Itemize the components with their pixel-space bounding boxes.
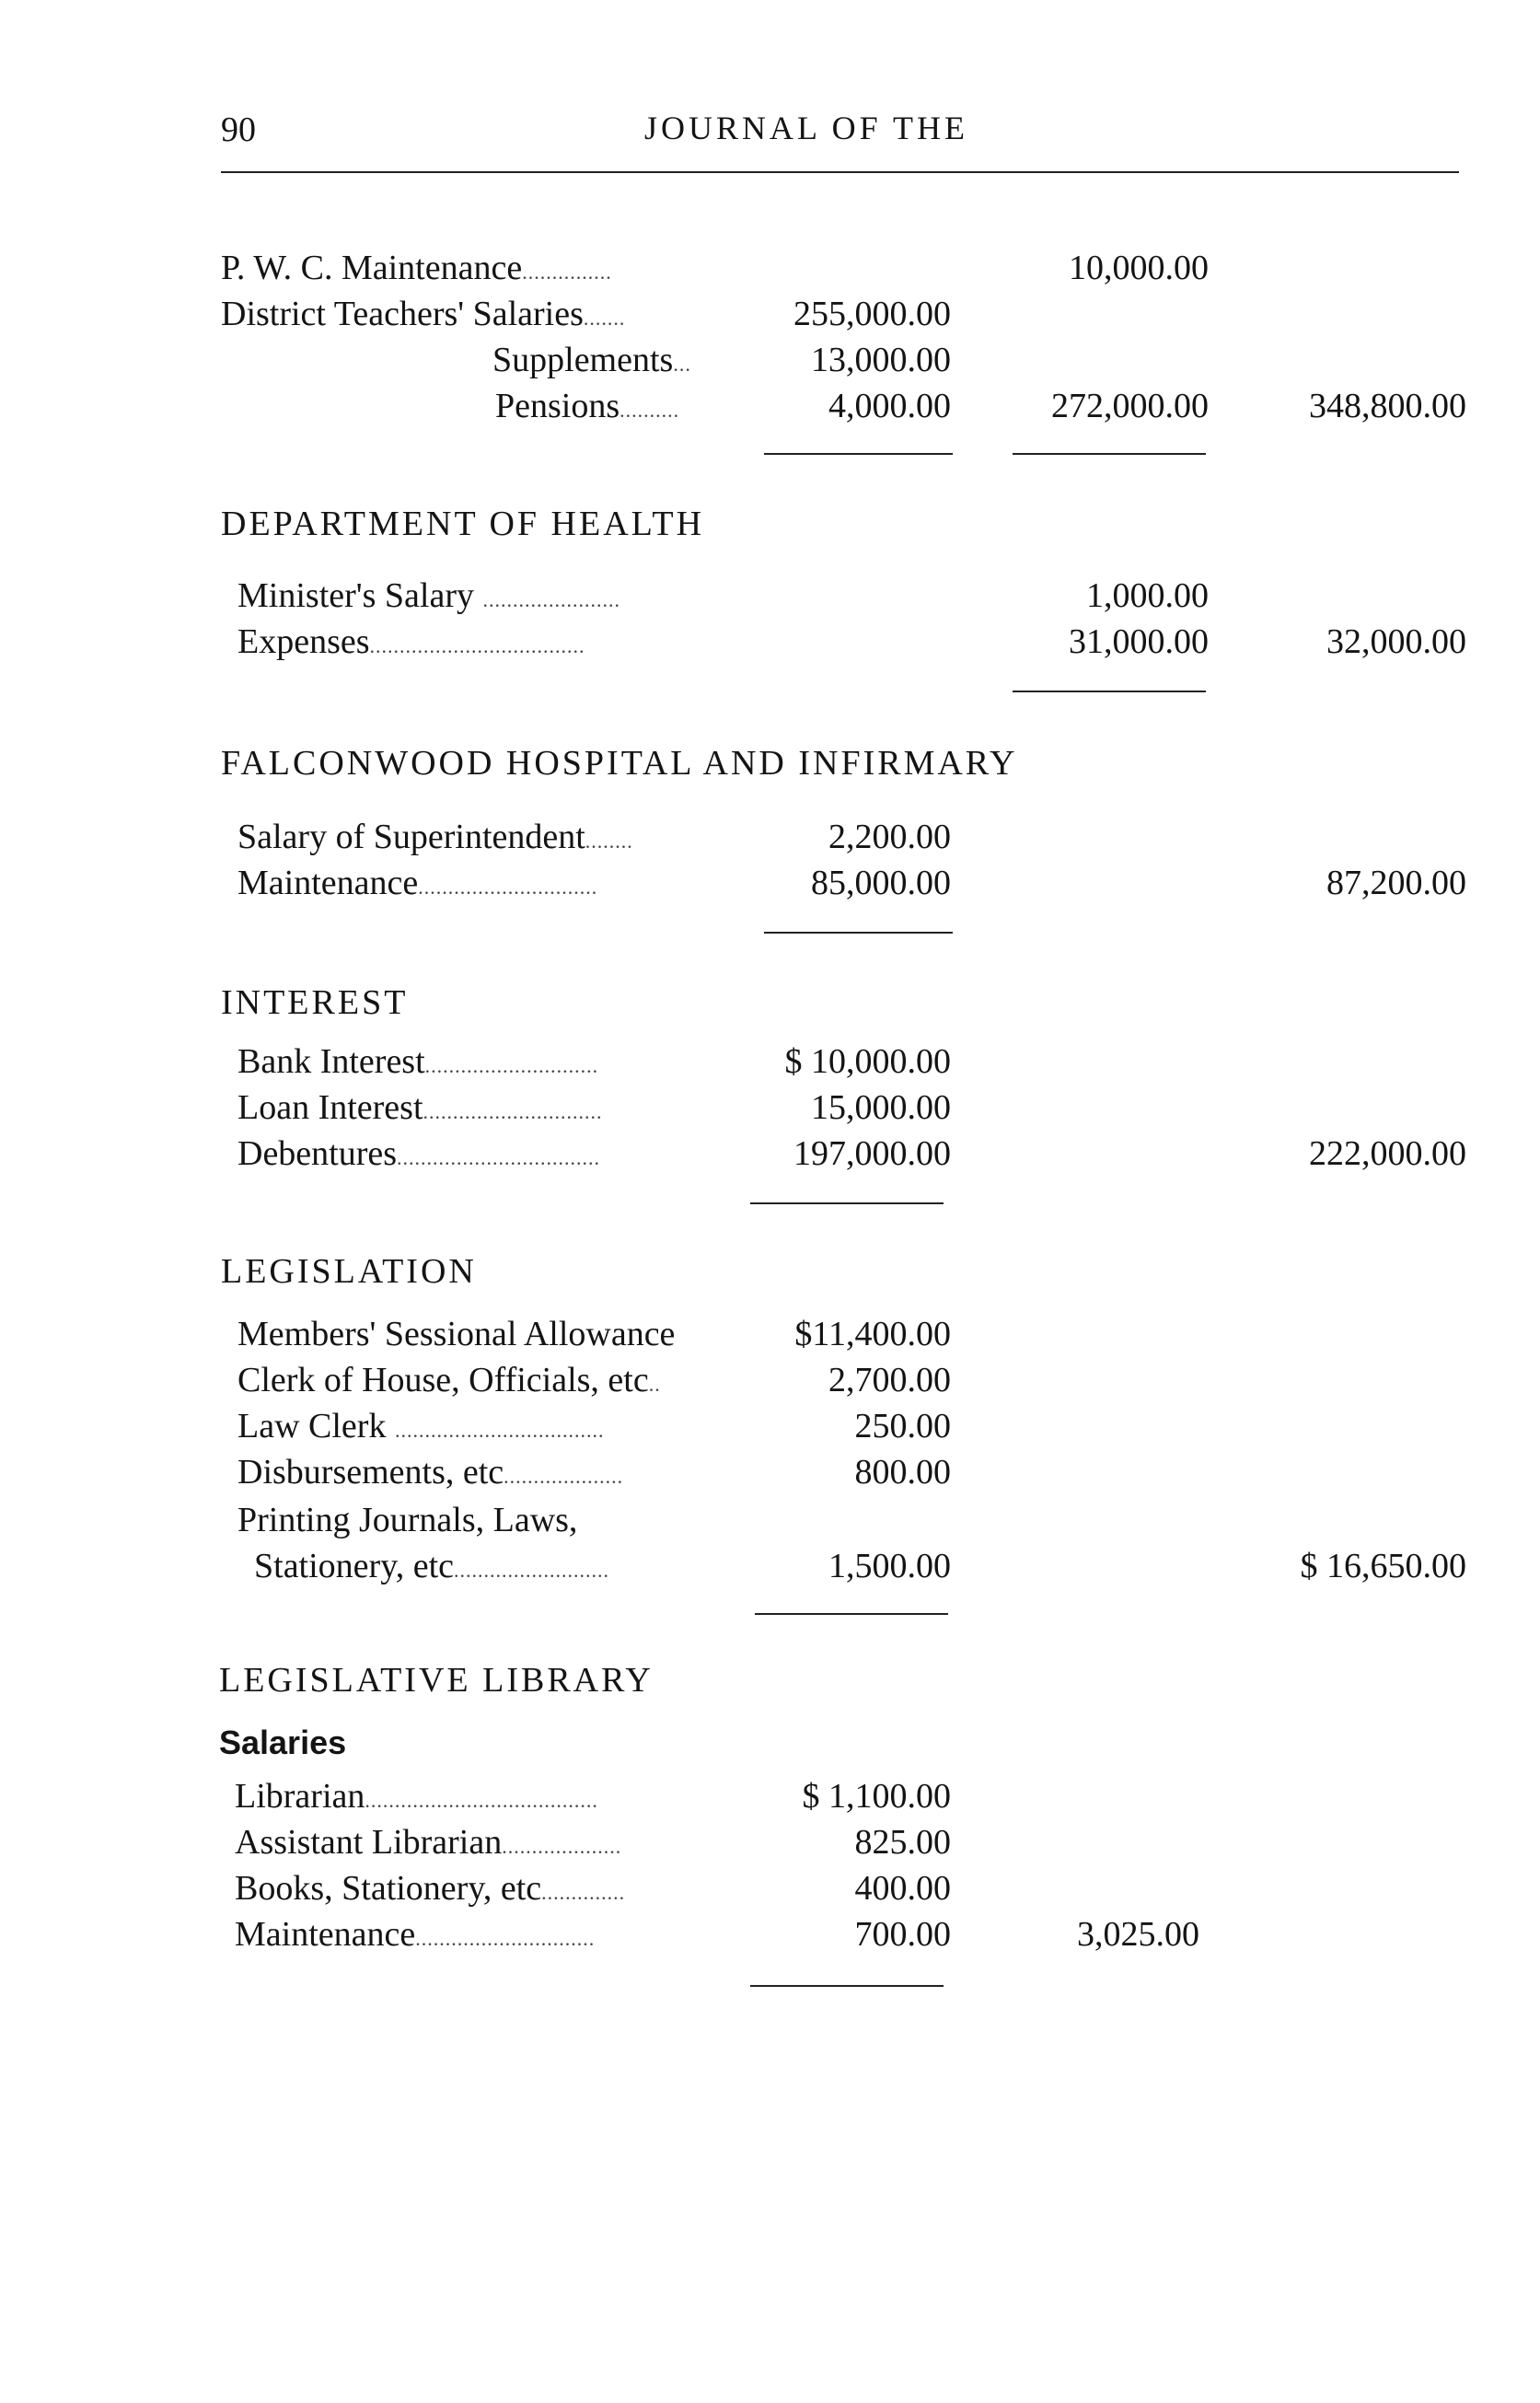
health-expenses-label: Expenses.................................... bbox=[237, 622, 585, 661]
bank-interest-amount: $ 10,000.00 bbox=[784, 1042, 951, 1081]
falconwood-maintenance-label: Maintenance.............................. bbox=[237, 864, 598, 902]
rule bbox=[764, 453, 953, 455]
law-clerk-amount: 250.00 bbox=[854, 1407, 951, 1445]
law-clerk-label: Law Clerk ................................... bbox=[237, 1407, 605, 1445]
superintendent-salary-label: Salary of Superintendent........ bbox=[237, 818, 633, 856]
supplements-amount: 13,000.00 bbox=[811, 341, 951, 379]
rule bbox=[764, 932, 953, 934]
rule bbox=[750, 1202, 944, 1204]
loan-interest-amount: 15,000.00 bbox=[811, 1088, 951, 1127]
sessional-allowance-label: Members' Sessional Allowance bbox=[237, 1315, 676, 1353]
rule bbox=[755, 1613, 948, 1615]
interest-total: 222,000.00 bbox=[1309, 1134, 1466, 1173]
pwc-total: 348,800.00 bbox=[1309, 387, 1466, 425]
supplements-label: Supplements... bbox=[492, 341, 691, 379]
library-maintenance-label: Maintenance.............................. bbox=[235, 1915, 596, 1954]
running-title: JOURNAL OF THE bbox=[644, 110, 969, 146]
rule bbox=[1013, 691, 1206, 692]
disbursements-label: Disbursements, etc.................... bbox=[237, 1453, 624, 1492]
district-teachers-label: District Teachers' Salaries....... bbox=[221, 295, 626, 333]
pwc-maintenance-label: P. W. C. Maintenance............... bbox=[221, 249, 612, 287]
librarian-label: Librarian....................................... bbox=[235, 1777, 598, 1816]
minister-salary-label: Minister's Salary ....................... bbox=[237, 576, 620, 615]
bank-interest-label: Bank Interest............................. bbox=[237, 1042, 599, 1081]
health-total: 32,000.00 bbox=[1326, 622, 1466, 661]
pensions-label: Pensions.......... bbox=[495, 387, 680, 425]
printing-amount: 1,500.00 bbox=[828, 1547, 951, 1585]
falconwood-maintenance-amount: 85,000.00 bbox=[811, 864, 951, 902]
books-stationery-amount: 400.00 bbox=[854, 1869, 951, 1908]
library-total: 3,025.00 bbox=[1077, 1915, 1199, 1954]
books-stationery-label: Books, Stationery, etc.............. bbox=[235, 1869, 626, 1908]
assistant-librarian-amount: 825.00 bbox=[854, 1823, 951, 1862]
health-expenses-amount: 31,000.00 bbox=[1069, 622, 1209, 661]
clerk-of-house-label: Clerk of House, Officials, etc.. bbox=[237, 1361, 661, 1399]
pensions-amount: 4,000.00 bbox=[828, 387, 951, 425]
clerk-of-house-amount: 2,700.00 bbox=[828, 1361, 951, 1399]
library-maintenance-amount: 700.00 bbox=[854, 1915, 951, 1954]
pwc-subtotal: 272,000.00 bbox=[1051, 387, 1209, 425]
sessional-allowance-amount: $11,400.00 bbox=[794, 1315, 951, 1353]
section-heading-legislation: LEGISLATION bbox=[221, 1252, 477, 1291]
assistant-librarian-label: Assistant Librarian.................... bbox=[235, 1823, 622, 1862]
printing-journals-label: Printing Journals, Laws, bbox=[237, 1501, 578, 1539]
page-number: 90 bbox=[221, 110, 256, 149]
section-heading-library: LEGISLATIVE LIBRARY bbox=[219, 1661, 654, 1700]
section-heading-health: DEPARTMENT OF HEALTH bbox=[221, 505, 705, 543]
disbursements-amount: 800.00 bbox=[854, 1453, 951, 1492]
falconwood-total: 87,200.00 bbox=[1326, 864, 1466, 902]
debentures-amount: 197,000.00 bbox=[793, 1134, 951, 1173]
superintendent-salary-amount: 2,200.00 bbox=[828, 818, 951, 856]
loan-interest-label: Loan Interest.............................. bbox=[237, 1088, 603, 1127]
librarian-amount: $ 1,100.00 bbox=[802, 1777, 951, 1816]
district-teachers-amount: 255,000.00 bbox=[793, 295, 951, 333]
section-heading-interest: INTEREST bbox=[221, 983, 409, 1022]
rule bbox=[1013, 453, 1206, 455]
salaries-subheading: Salaries bbox=[219, 1724, 347, 1761]
stationery-label: Stationery, etc.......................... bbox=[254, 1547, 610, 1585]
header-rule bbox=[221, 171, 1459, 173]
pwc-maintenance-amount: 10,000.00 bbox=[1069, 249, 1209, 287]
section-heading-falconwood: FALCONWOOD HOSPITAL AND INFIRMARY bbox=[221, 744, 1018, 783]
minister-salary-amount: 1,000.00 bbox=[1086, 576, 1209, 615]
legislation-total: $ 16,650.00 bbox=[1300, 1547, 1466, 1585]
debentures-label: Debentures.................................. bbox=[237, 1134, 601, 1173]
rule bbox=[750, 1985, 944, 1987]
